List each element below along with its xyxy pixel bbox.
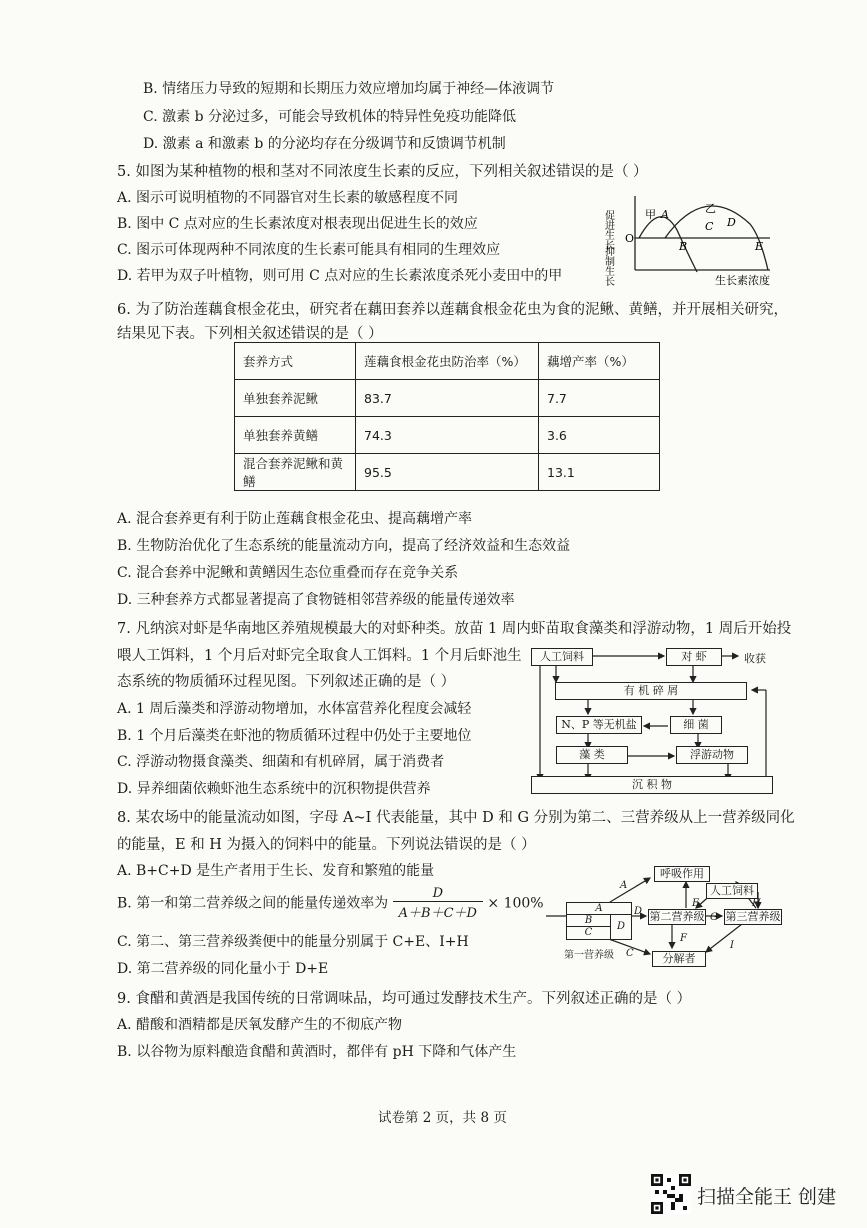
q8-level1-b: B (567, 915, 610, 927)
q8-option-b (117, 886, 544, 921)
q5-label-c: C (705, 220, 714, 233)
q5-label-b: B (679, 240, 688, 253)
q5-label-a: A (661, 208, 669, 221)
q7-box-inorganic: N、P 等无机盐 (556, 716, 642, 734)
q8-box-level2: 第二营养级 (649, 910, 705, 923)
table-header-cell: 莲藕食根金花虫防治率（%） (356, 343, 539, 380)
q7-stem-2: 喂人工饵料，1 个月后对虾完全取食人工饵料。1 个月后虾池生 (117, 648, 522, 664)
q5-label-jia: 甲 (645, 208, 656, 221)
q8-box-respiration: 呼吸作用 (654, 866, 710, 882)
q6-stem: 6. 为了防治莲藕食根金花虫，研究者在藕田套养以莲藕食根金花虫为食的泥鳅、黄鳝，并开展相关研究， (117, 302, 788, 318)
table-header-cell: 套养方式 (235, 343, 356, 380)
q7-box-algae: 藻 类 (556, 746, 628, 764)
q6-option-d: D. 三种套养方式都显著提高了食物链相邻营养级的能量传递效率 (117, 592, 515, 608)
q8-label-e: E (692, 898, 700, 909)
q9-option-a: A. 醋酸和酒精都是厌氧发酵产生的不彻底产物 (117, 1017, 403, 1033)
table-cell: 混合套养泥鳅和黄鳝 (235, 454, 356, 491)
q7-box-zooplankton: 浮游动物 (676, 746, 748, 764)
q7-box-sediment: 沉 积 物 (531, 776, 773, 794)
q7-stem-1: 7. 凡纳滨对虾是华南地区养殖规模最大的对虾种类。放苗 1 周内虾苗取食藻类和浮游动物，1 周后开始投 (117, 621, 792, 637)
q7-box-bacteria: 细 菌 (670, 716, 722, 734)
q7-box-shrimp: 对 虾 (666, 648, 722, 666)
q7-box-feed: 人工饲料 (531, 648, 593, 666)
q4-option-b: B. 情绪压力导致的短期和长期压力效应增加均属于神经—体液调节 (143, 81, 555, 97)
q5-stem: 5. 如图为某种植物的根和茎对不同浓度生长素的反应，下列相关叙述错误的是（ ） (117, 164, 648, 180)
q8-option-c: C. 第二、第三营养级粪便中的能量分别属于 C+E、I+H (117, 934, 469, 950)
table-cell: 13.1 (539, 454, 660, 491)
q5-auxin-figure (602, 192, 785, 287)
q8-level1-a: A (567, 903, 631, 915)
q8-level1-d: D (616, 921, 626, 932)
q8-box-level1 (566, 902, 632, 940)
q5-option-b: B. 图中 C 点对应的生长素浓度对根表现出促进生长的效应 (117, 216, 478, 232)
table-cell: 74.3 (356, 417, 539, 454)
q7-stem-3: 态系统的物质循环过程见图。下列叙述正确的是（ ） (117, 674, 456, 690)
q5-option-a: A. 图示可说明植物的不同器官对生长素的敏感程度不同 (117, 190, 459, 206)
q7-option-d: D. 异养细菌依赖虾池生态系统中的沉积物提供营养 (117, 781, 431, 797)
q8-label-a: A (620, 880, 628, 891)
scanner-watermark: 扫描全能王 创建 (697, 1186, 837, 1208)
q5-label-e: E (755, 240, 764, 253)
table-cell: 7.7 (539, 380, 660, 417)
table-row (235, 454, 660, 491)
q6-stem-2: 结果见下表。下列相关叙述错误的是（ ） (117, 326, 383, 342)
q7-label-harvest: 收获 (744, 652, 766, 665)
q8-stem-1: 8. 某农场中的能量流动如图，字母 A~I 代表能量，其中 D 和 G 分别为第二、三营养级从上一营养级同化 (117, 810, 795, 826)
q9-option-b: B. 以谷物为原料酿造食醋和黄酒时，都伴有 pH 下降和气体产生 (117, 1044, 517, 1060)
q8-option-b-prefix: B. 第一和第二营养级之间的能量传递效率为 (117, 895, 389, 912)
table-row (235, 380, 660, 417)
table-cell: 单独套养黄鳝 (235, 417, 356, 454)
table-row (235, 417, 660, 454)
q5-xlabel: 生长素浓度 (715, 274, 770, 287)
q8-box-level3: 第三营养级 (725, 910, 781, 923)
q7-option-c: C. 浮游动物摄食藻类、细菌和有机碎屑，属于消费者 (117, 754, 445, 770)
q6-table (234, 342, 660, 491)
qr-code-icon (651, 1174, 691, 1214)
q8-label-g: G (710, 912, 718, 923)
q7-option-a: A. 1 周后藻类和浮游动物增加，水体富营养化程度会减轻 (117, 701, 472, 717)
q5-label-yi: 乙 (705, 202, 716, 215)
q6-option-b: B. 生物防治优化了生态系统的能量流动方向，提高了经济效益和生态效益 (117, 538, 571, 554)
q5-option-c: C. 图示可体现两种不同浓度的生长素可能具有相同的生理效应 (117, 242, 501, 258)
q8-label-c: C (626, 948, 634, 959)
q8-fraction (393, 886, 483, 921)
q8-fraction-numerator: D (393, 886, 483, 902)
q8-box-decomposer: 分解者 (652, 951, 706, 967)
page-footer: 试卷第 2 页，共 8 页 (378, 1110, 507, 1126)
q7-box-detritus: 有 机 碎 屑 (555, 682, 747, 700)
q8-option-a: A. B+C+D 是生产者用于生长、发育和繁殖的能量 (117, 863, 435, 879)
table-header-cell: 藕增产率（%） (539, 343, 660, 380)
q8-fraction-denominator: A＋B＋C＋D (398, 906, 477, 921)
q5-option-d: D. 若甲为双子叶植物，则可用 C 点对应的生长素浓度杀死小麦田中的甲 (117, 268, 563, 284)
q6-option-c: C. 混合套养中泥鳅和黄鳝因生态位重叠而存在竞争关系 (117, 565, 459, 581)
q8-label-h: H (752, 898, 761, 909)
table-header-row (235, 343, 660, 380)
q7-option-b: B. 1 个月后藻类在虾池的物质循环过程中仍处于主要地位 (117, 728, 472, 744)
q5-ylabel-bottom: 抑制生长 (602, 246, 614, 286)
table-cell: 95.5 (356, 454, 539, 491)
q6-option-a: A. 混合套养更有利于防止莲藕食根金花虫、提高藕增产率 (117, 511, 473, 527)
q5-origin: O (625, 232, 635, 245)
q5-label-d: D (727, 216, 736, 229)
table-cell: 3.6 (539, 417, 660, 454)
q8-stem-2: 的能量，E 和 H 为摄入的饲料中的能量。下列说法错误的是（ ） (117, 837, 536, 853)
q5-ylabel-top: 促进生长 (602, 210, 614, 250)
q8-box-feed: 人工饲料 (706, 883, 758, 899)
q4-option-d: D. 激素 a 和激素 b 的分泌均存在分级调节和反馈调节机制 (143, 136, 506, 152)
q4-option-c: C. 激素 b 分泌过多，可能会导致机体的特异性免疫功能降低 (143, 109, 516, 125)
q8-level1-c: C (584, 927, 593, 938)
q8-option-d: D. 第二营养级的同化量小于 D+E (117, 961, 329, 977)
q8-label-i: I (730, 940, 734, 951)
q8-label-d: D (634, 906, 643, 917)
table-cell: 83.7 (356, 380, 539, 417)
q8-option-b-suffix: × 100% (487, 895, 544, 912)
q8-label-f: F (680, 933, 687, 944)
q8-label-level1: 第一营养级 (564, 950, 614, 961)
q9-stem: 9. 食醋和黄酒是我国传统的日常调味品，均可通过发酵技术生产。下列叙述正确的是（ ） (117, 991, 692, 1007)
table-cell: 单独套养泥鳅 (235, 380, 356, 417)
